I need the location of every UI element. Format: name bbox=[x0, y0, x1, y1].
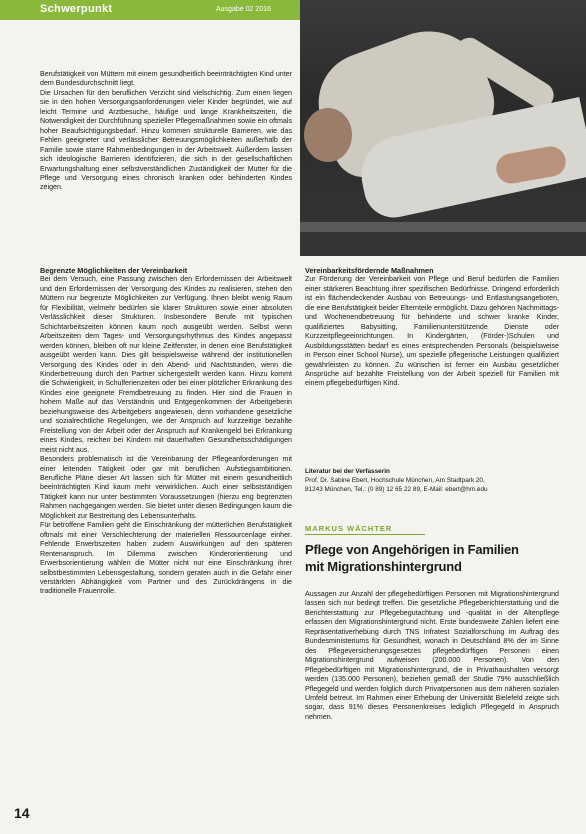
body-paragraph-1: Bei dem Versuch, eine Passung zwischen den Erfordernissen der Arbeitswelt und den Erfordernissen der Versorgung des Kindes zu realisieren, stehen den Müttern nur begrenzte Möglichkeiten zur Verfügung. Ihnen bleibt wenig Raum für Flexibilität, vielmehr bedürfen sie klarer Strukturen sowie einer absoluten Verlässlichkeit dieser Strukturen. Insbesondere Berufe mit typischen Schichtarbeitszeiten können kaum noch ausgeübt werden. Selbst wenn Arbeitszeiten dem Tages- und Versorgungsrhythmus des Kindes angepasst werden können, bleiben oft nur kleine Zeitfenster, in denen eine Berufstätigkeit ausgeübt werden kann. Dies gilt beispielsweise während der institutionellen Versorgung des Kindes oder in den Abend- und Nachtstunden, wenn die Kinderbetreuung durch den Partner sichergestellt werden kann. Hinzu kommt die Schwierigkeit, in Schulferienzeiten oder bei einer plötzlicher Erkrankung des Kindes eine geeignete Fremdbetreuung zu finden. Hier sind die Frauen in hohem Maße auf das Verständnis und Entgegenkommen der Arbeitgeberin beziehungsweise des Arbeitgebers angewiesen, denn vorhandene gesetzliche und sozialrechtliche Regelungen, wie der Anspruch auf kurzzeitige bezahlte Freistellung von der Arbeit oder der Anspruch auf Krankengeld bei Erkrankung eines Kindes, reichen bei Kindern mit dauerhaften Gesundheitsschädigungen meist nicht aus. bbox=[40, 275, 292, 454]
article-title-line-1: Pflege von Angehörigen in Familien bbox=[305, 542, 519, 557]
body-paragraph-2: Besonders problematisch ist die Vereinbarung der Pflegeanforderungen mit einer leitenden Tätigkeit oder gar mit beruflichen Aufstiegsambitionen. Berufliche Pläne dieser Art lassen sich für Mütter mit einem gesundheitlich beeinträchtigten Kind kaum mehr verwirklichen. Auch einer selbstständigen Tätigkeit kann nur unter bestimmten Voraussetzungen (hierzu eng begrenzten Rahmen nachgegangen werden. Sie bietet unter diesen Bedingungen kaum die Möglichkeit zur Bestreitung des Lebensunterhalts. bbox=[40, 455, 292, 520]
issue-label: Ausgabe 02 2016 bbox=[216, 6, 271, 13]
literature-line-2: 81243 München, Tel.: (0 89) 12 65 22 89, E-Mail: ebert@hm.edu bbox=[305, 486, 488, 493]
section-heading-vereinbarkeit: Begrenzte Möglichkeiten der Vereinbarkeit bbox=[40, 266, 188, 275]
page-number: 14 bbox=[14, 805, 30, 821]
intro-paragraph-2: Die Ursachen für den beruflichen Verzicht sind vielschichtig. Zum einen liegen sie in den hohen Versorgungsanforderungen vieler Kinder begründet, wie auf leicht Termine und Arztbesuche, häufige und lange Krankheitszeiten, die Notwendigkeit der Durchführung spezieller Pflegemaßnahmen sowie ein oftmals hoher Beaufsichtigungsbedarf. Hinzu kommen strukturelle Barrieren, wie das Fehlen geeigneter und verlässlicher Betreuungsmöglichkeiten außerhalb der Familie sowie starre Rahmenbedingungen in der Arbeitswelt. Außerdem lassen sich ideologische Barrieren identifizieren, die sich in der gesellschaftlichen Erwartungshaltung einer selbstverständlichen Zuständigkeit der Mutter für die Pflege und Versorgung eines chronisch kranken oder behinderten Kindes zeigen. bbox=[40, 88, 292, 192]
right-column-main bbox=[305, 266, 559, 389]
article-title-line-2: mit Migrationshintergrund bbox=[305, 559, 462, 574]
author-divider bbox=[305, 534, 425, 535]
literature-note bbox=[305, 467, 559, 494]
photo-rail-shape bbox=[300, 222, 586, 232]
photo-head-shape bbox=[304, 108, 352, 162]
section-label: Schwerpunkt bbox=[40, 3, 113, 15]
author-name: MARKUS WÄCHTER bbox=[305, 524, 393, 533]
left-column-intro bbox=[40, 70, 292, 193]
article2-body bbox=[305, 590, 559, 722]
article-title bbox=[305, 541, 559, 575]
intro-paragraph-1: Berufstätigkeit von Müttern mit einem gesundheitlich beeinträchtigten Kind unter dem Bundesdurchschnitt liegt. bbox=[40, 70, 292, 88]
article-photo bbox=[300, 0, 586, 256]
literature-heading: Literatur bei der Verfasserin bbox=[305, 468, 390, 475]
article2-paragraph: Aussagen zur Anzahl der pflegebedürftigen Personen mit Migrationshintergrund lassen sich nur bedingt treffen. Die gesetzliche Pflegeberichterstattung und die Berichterstattung zur Pflegebegutachtung und -qualität in der Altenpflege erfassen den Migrationshintergrund nicht. Erste bundesweite Zahlen liefert eine Repräsentativerhebung durch TNS Infratest Sozialforschung im Auftrag des Bundesministeriums für Gesundheit, wonach in Deutschland 8% der im Sinne des Pflegeversicherungsgesetzes pflegebedürftigen Personen einen Migrationshintergrund aufweisen (200.000 Personen). Von den Pflegebedürftigen mit Migrationshintergrund, die in Privathaushalten versorgt werden (135.000 Personen), beziehen gemäß der Studie 79% ausschließlich Pflegegeld und werden folglich durch Privatpersonen aus dem näheren sozialen Umfeld betreut. Im Rahmen einer Erhebung der Universität Bielefeld zeigte sich sogar, dass 91% dieses Personenkreises lediglich Pflegegeld in Anspruch nehmen. bbox=[305, 590, 559, 721]
body-paragraph-3: Für betroffene Familien geht die Einschränkung der mütterlichen Berufstätigkeit oftmals mit einer Verschlechterung der materiellen Ressourcenlage einher. Fehlende Erwerbszeiten haben zudem Auswirkungen auf den späteren Rentenanspruch. Im Dilemma zwischen Kinderorientierung und Erwerbsorientierung wählen die Mütter nicht nur eine Einschränkung ihrer selbstbestimmten Lebensgestaltung, sondern geraten auch in die Gefahr einer verstärkten Abhängigkeit vom Partner und des Zurückdrängens in die traditionelle Frauenrolle. bbox=[40, 521, 292, 596]
left-column-main bbox=[40, 266, 292, 597]
literature-line-1: Prof. Dr. Sabine Ebert, Hochschule München, Am Stadtpark 20, bbox=[305, 477, 485, 484]
section-heading-massnahmen: Vereinbarkeitsfördernde Maßnahmen bbox=[305, 266, 434, 275]
section-header-bar bbox=[0, 0, 300, 20]
measures-paragraph: Zur Förderung der Vereinbarkeit von Pflege und Beruf bedürfen die Familien einer stärkeren Beachtung ihrer spezifischen Bedürfnisse. Dringend erforderlich ist ein flächendeckender Ausbau von Betreuungs- und Entlastungsangeboten, die eine Berufstätigkeit beider Elternteile ermöglicht. Dazu gehören Nachmittags- und Wochenendbetreuung für behinderte und schwer kranke Kinder, qualifiziertes Babysitting, Familienunterstützende Dienste oder Kurzzeitpflegeeinrichtungen. In Kindergärten, (Förder-)Schulen und Ausbildungsstätten bedarf es eines entsprechenden Personals (beispielsweise in Person einer School Nurse), um spezielle pflegerische Leistungen qualifiziert gewährleisten zu können. Zu wünschen ist ferner ein Ausbau gesetzlicher Ansprüche auf bezahlte Freistellung von der Arbeit speziell für Familien mit einem pflegebedürftigen Kind. bbox=[305, 275, 559, 388]
